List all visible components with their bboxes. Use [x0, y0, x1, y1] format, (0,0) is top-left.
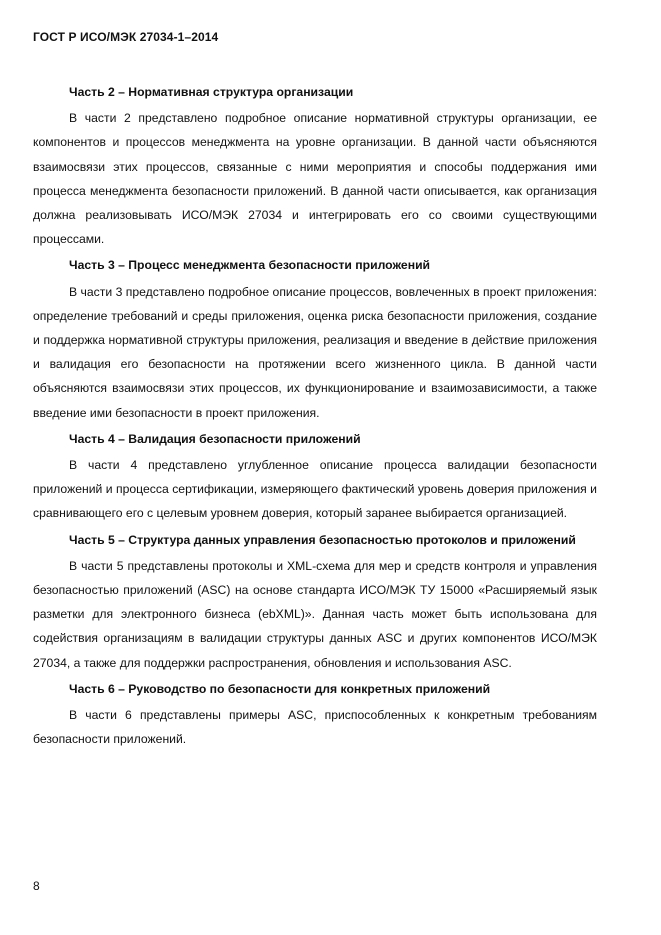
section-part-3 [33, 253, 597, 424]
document-header: ГОСТ Р ИСО/МЭК 27034-1–2014 [33, 30, 219, 44]
section-heading: Часть 5 – Структура данных управления безопасностью протоколов и приложений [69, 532, 576, 547]
section-paragraph: В части 6 представлены примеры ASC, приспособленных к конкретным требованиям безопасности приложений. [33, 708, 597, 747]
section-heading: Часть 4 – Валидация безопасности приложений [69, 431, 361, 446]
section-heading: Часть 2 – Нормативная структура организации [69, 85, 354, 99]
page-number: 8 [33, 879, 40, 893]
section-heading: Часть 3 – Процесс менеджмента безопасности приложений [69, 258, 431, 273]
section-paragraph: В части 3 представлено подробное описание процессов, вовлеченных в проект приложения: определение требований и среды приложения, оценка риска безопасности приложения, создание и поддержка нормативной структуры приложения, реализация и введение в действие приложения и валидация его безопасности на протяжении всего жизненного цикла. В данной части объясняются взаимосвязи этих процессов, их функционирование и взаимозависимости, а также введение ими безопасности в проект приложения. [33, 284, 597, 420]
document-body [33, 80, 597, 753]
section-paragraph: В части 4 представлено углубленное описание процесса валидации безопасности приложений и процесса сертификации, измеряющего фактический уровень доверия приложения и сравнивающего его с целевым уровнем доверия, который заранее выбирается организацией. [33, 458, 597, 521]
section-part-6 [33, 677, 597, 752]
section-paragraph: В части 5 представлены протоколы и XML-схема для мер и средств контроля и управления безопасностью приложений (ASC) на основе стандарта ИСО/МЭК ТУ 15000 «Расширяемый язык разметки для электронного бизнеса (ebXML)». Данная часть может быть использована для содействия организациям в валидации структуры данных ASC и других компонентов ИСО/МЭК 27034, а также для поддержки распространения, обновления и использования ASC. [33, 558, 597, 670]
section-part-5 [33, 528, 597, 675]
section-part-4 [33, 427, 597, 526]
section-paragraph: В части 2 представлено подробное описание нормативной структуры организации, ее компонентов и процессов менеджмента на уровне организации. В данной части объясняются взаимосвязи этих процессов, связанные с ними мероприятия и способы поддержания ими процесса менеджмента безопасности приложений. В данной части описывается, как организация должна реализовывать ИСО/МЭК 27034 и интегрировать его со своими существующими процессами. [33, 111, 597, 247]
section-part-2 [33, 80, 597, 251]
section-heading: Часть 6 – Руководство по безопасности для конкретных приложений [69, 681, 491, 696]
